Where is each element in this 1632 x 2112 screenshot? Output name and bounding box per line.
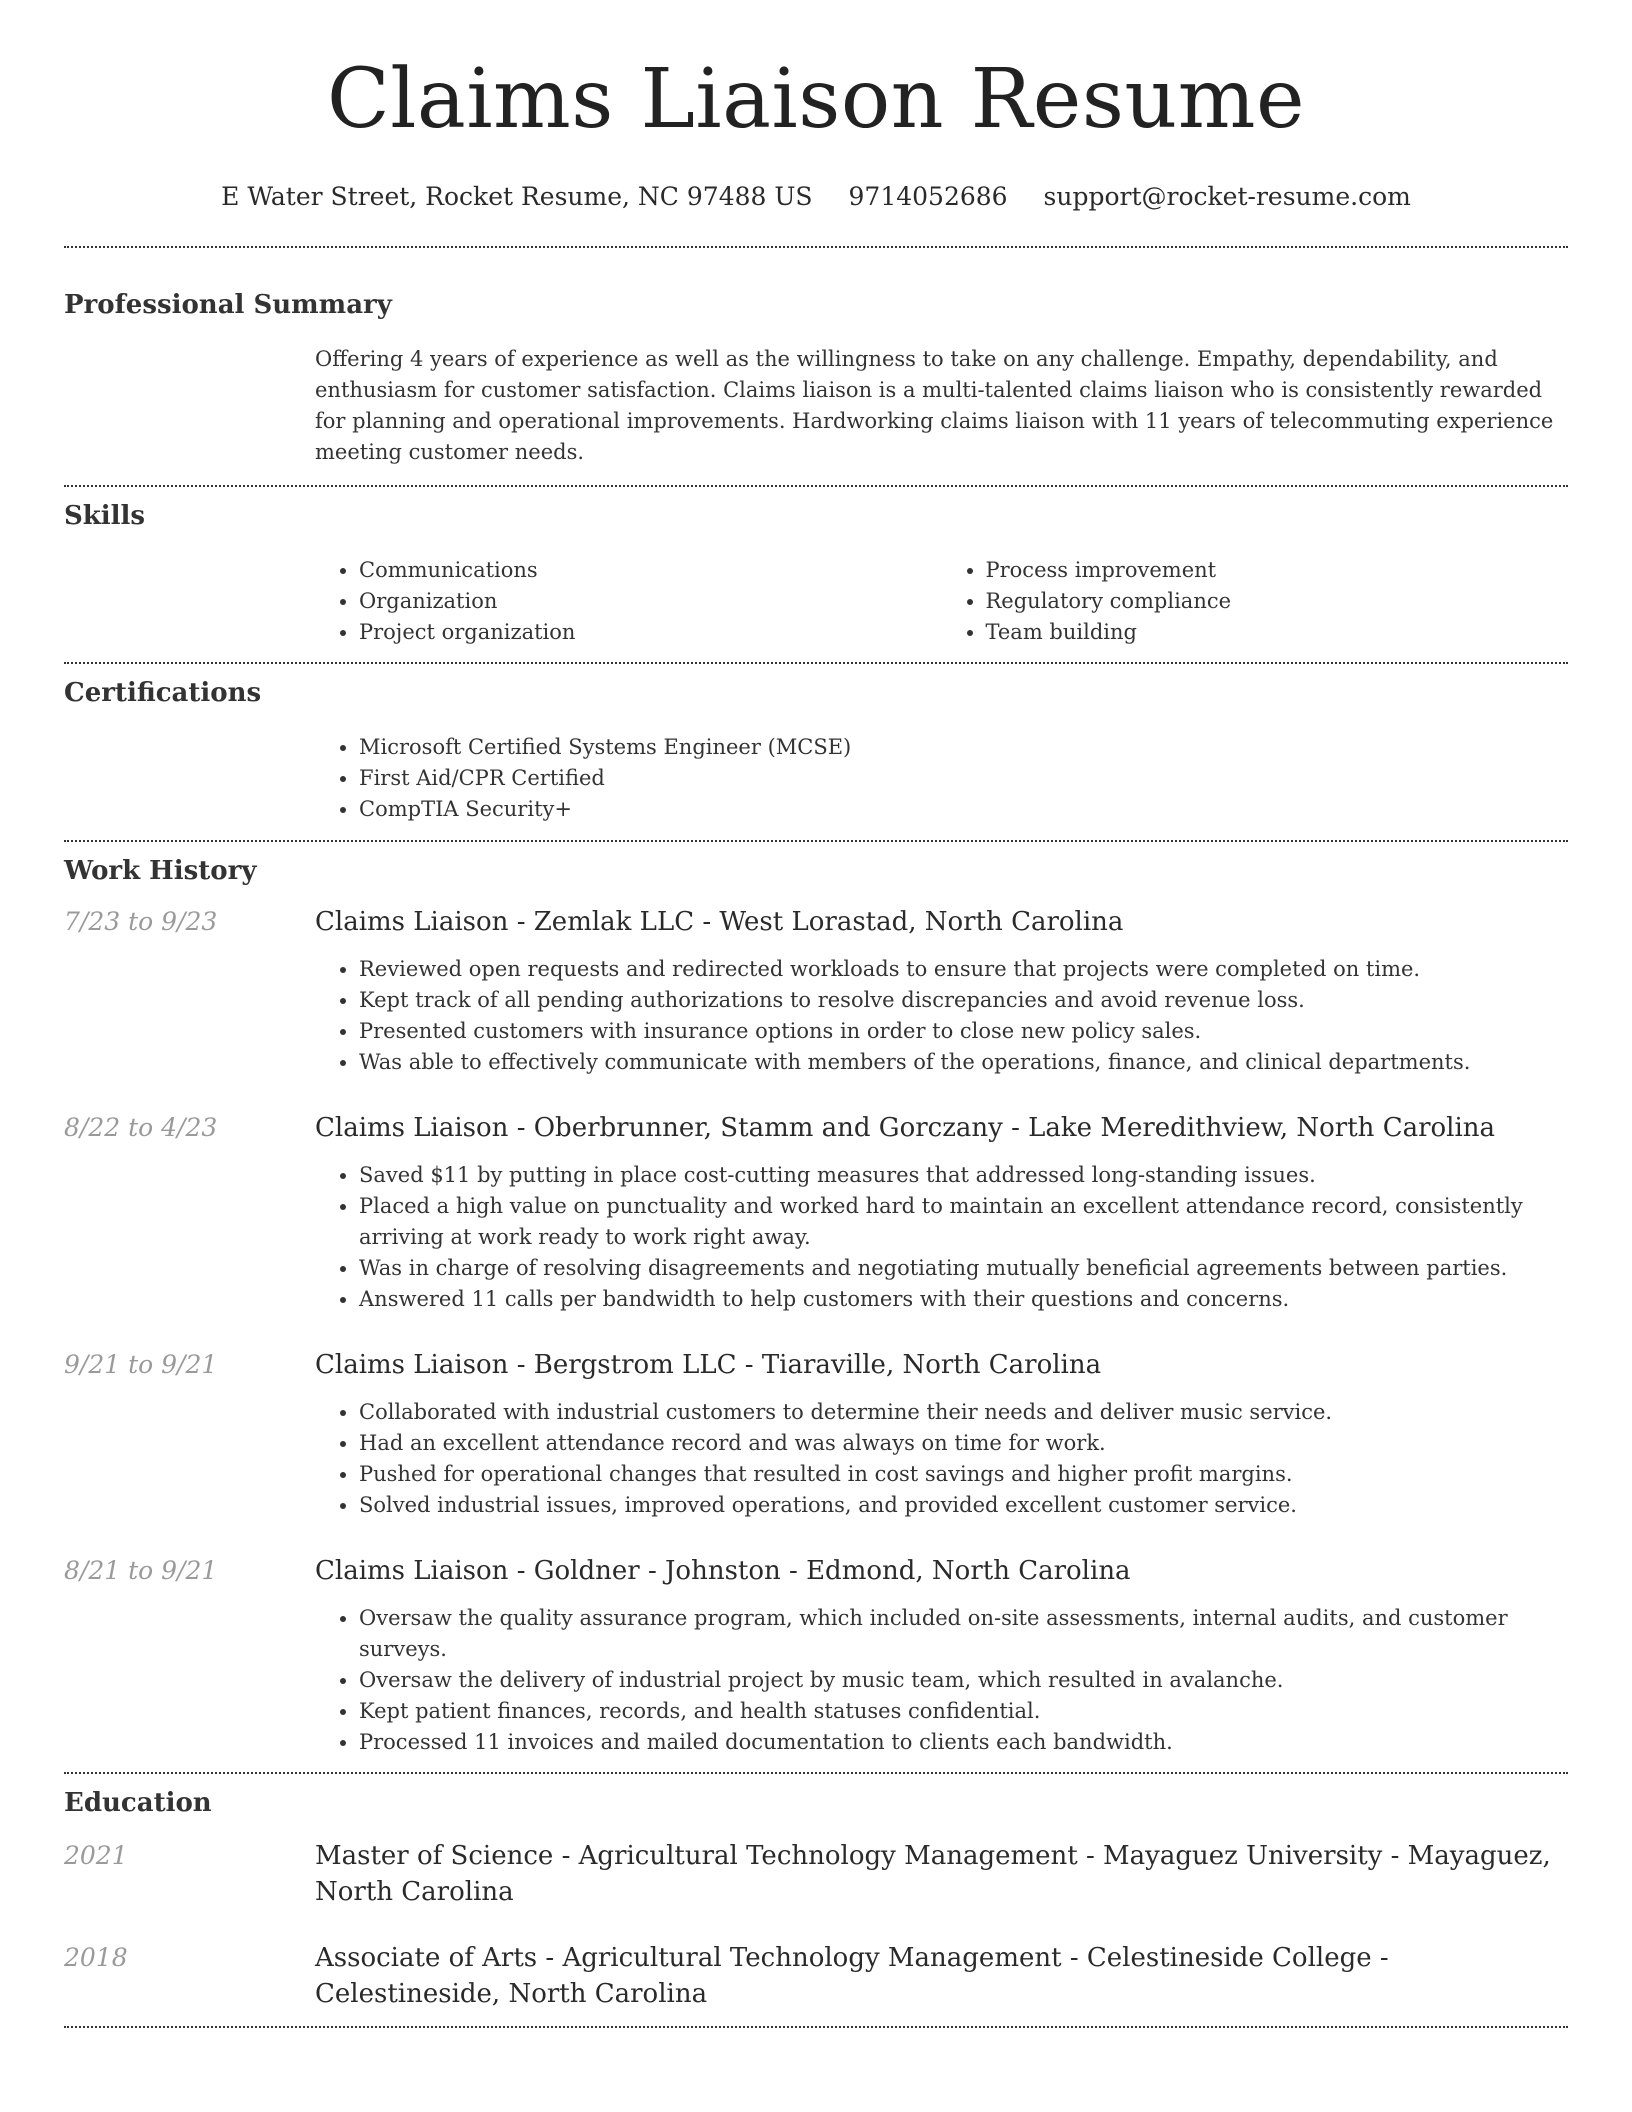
job-title: Claims Liaison - Bergstrom LLC - Tiaraville, North Carolina — [315, 1350, 1102, 1380]
job-entry — [64, 906, 1568, 1078]
education-title: Associate of Arts - Agricultural Technology Management - Celestineside College - Celestineside, North Carolina — [315, 1943, 1389, 2009]
skills-heading: Skills — [64, 501, 146, 531]
job-entry — [64, 1349, 1568, 1521]
job-bullet: • Was in charge of resolving disagreements and negotiating mutually beneficial agreements between parties. — [359, 1253, 1568, 1284]
job-bullet: • Answered 11 calls per bandwidth to help customers with their questions and concerns. — [359, 1284, 1568, 1315]
skill-item: • Project organization — [359, 617, 942, 648]
summary-text: Offering 4 years of experience as well as the willingness to take on any challenge. Empathy, dependability, and enthusiasm for customer satisfaction. Claims liaison is a multi-talented claims liaison who is consistently rewarded for planning and operational improvements. Hardworking claims liaison with 11 years of telecommuting experience meeting customer needs. — [315, 347, 1554, 464]
contact-line — [64, 182, 1568, 211]
job-bullet: • Reviewed open requests and redirected workloads to ensure that projects were completed on time. — [359, 954, 1568, 985]
job-title: Claims Liaison - Zemlak LLC - West Lorastad, North Carolina — [315, 907, 1124, 937]
job-bullet: • Was able to effectively communicate with members of the operations, finance, and clinical departments. — [359, 1047, 1568, 1078]
job-dates: 9/21 to 9/21 — [64, 1350, 218, 1379]
job-bullets — [315, 1397, 1568, 1521]
job-bullet: • Processed 11 invoices and mailed documentation to clients each bandwidth. — [359, 1727, 1568, 1758]
job-bullet: • Oversaw the delivery of industrial project by music team, which resulted in avalanche. — [359, 1665, 1568, 1696]
job-bullets — [315, 954, 1568, 1078]
job-entry — [64, 1112, 1568, 1315]
skill-item: • Communications — [359, 555, 942, 586]
job-dates: 7/23 to 9/23 — [64, 907, 218, 936]
education-year: 2021 — [64, 1841, 128, 1870]
education-entry — [64, 1940, 1568, 2012]
education-year: 2018 — [64, 1943, 128, 1972]
job-title: Claims Liaison - Oberbrunner, Stamm and Gorczany - Lake Meredithview, North Carolina — [315, 1113, 1496, 1143]
job-entry — [64, 1555, 1568, 1758]
skills-column-right — [942, 555, 1569, 648]
skills-column-left — [315, 555, 942, 648]
contact-phone: 9714052686 — [848, 182, 1008, 211]
job-bullet: • Oversaw the quality assurance program, which included on-site assessments, internal audits, and customer surveys. — [359, 1603, 1568, 1665]
work-history-heading: Work History — [64, 856, 257, 886]
contact-email: support@rocket-resume.com — [1043, 182, 1411, 211]
certification-item: • CompTIA Security+ — [359, 794, 1568, 825]
job-bullets — [315, 1603, 1568, 1758]
education-entry — [64, 1838, 1568, 1910]
job-bullet: • Solved industrial issues, improved operations, and provided excellent customer service. — [359, 1490, 1568, 1521]
job-bullet: • Kept track of all pending authorizations to resolve discrepancies and avoid revenue loss. — [359, 985, 1568, 1016]
job-dates: 8/21 to 9/21 — [64, 1556, 218, 1585]
summary-heading: Professional Summary — [64, 290, 392, 320]
divider — [64, 2026, 1568, 2028]
job-bullet: • Saved $11 by putting in place cost-cutting measures that addressed long-standing issues. — [359, 1160, 1568, 1191]
job-dates: 8/22 to 4/23 — [64, 1113, 218, 1142]
job-bullet: • Presented customers with insurance options in order to close new policy sales. — [359, 1016, 1568, 1047]
skill-item: • Regulatory compliance — [986, 586, 1569, 617]
job-title: Claims Liaison - Goldner - Johnston - Edmond, North Carolina — [315, 1556, 1131, 1586]
job-bullets — [315, 1160, 1568, 1315]
certifications-heading: Certifications — [64, 678, 262, 708]
contact-address: E Water Street, Rocket Resume, NC 97488 US — [221, 182, 813, 211]
education-heading: Education — [64, 1788, 212, 1818]
skill-item: • Team building — [986, 617, 1569, 648]
job-bullet: • Had an excellent attendance record and was always on time for work. — [359, 1428, 1568, 1459]
job-bullet: • Collaborated with industrial customers to determine their needs and deliver music service. — [359, 1397, 1568, 1428]
certification-item: • First Aid/CPR Certified — [359, 763, 1568, 794]
job-bullet: • Placed a high value on punctuality and worked hard to maintain an excellent attendance record, consistently arriving at work ready to work right away. — [359, 1191, 1568, 1253]
page-title: Claims Liaison Resume — [326, 52, 1306, 147]
education-title: Master of Science - Agricultural Technology Management - Mayaguez University - Mayaguez, North Carolina — [315, 1841, 1551, 1907]
job-bullet: • Pushed for operational changes that resulted in cost savings and higher profit margins. — [359, 1459, 1568, 1490]
job-bullet: • Kept patient finances, records, and health statuses confidential. — [359, 1696, 1568, 1727]
certification-item: • Microsoft Certified Systems Engineer (MCSE) — [359, 732, 1568, 763]
skill-item: • Organization — [359, 586, 942, 617]
skill-item: • Process improvement — [986, 555, 1569, 586]
certifications-list — [315, 732, 1568, 825]
skills-list — [315, 555, 1568, 648]
